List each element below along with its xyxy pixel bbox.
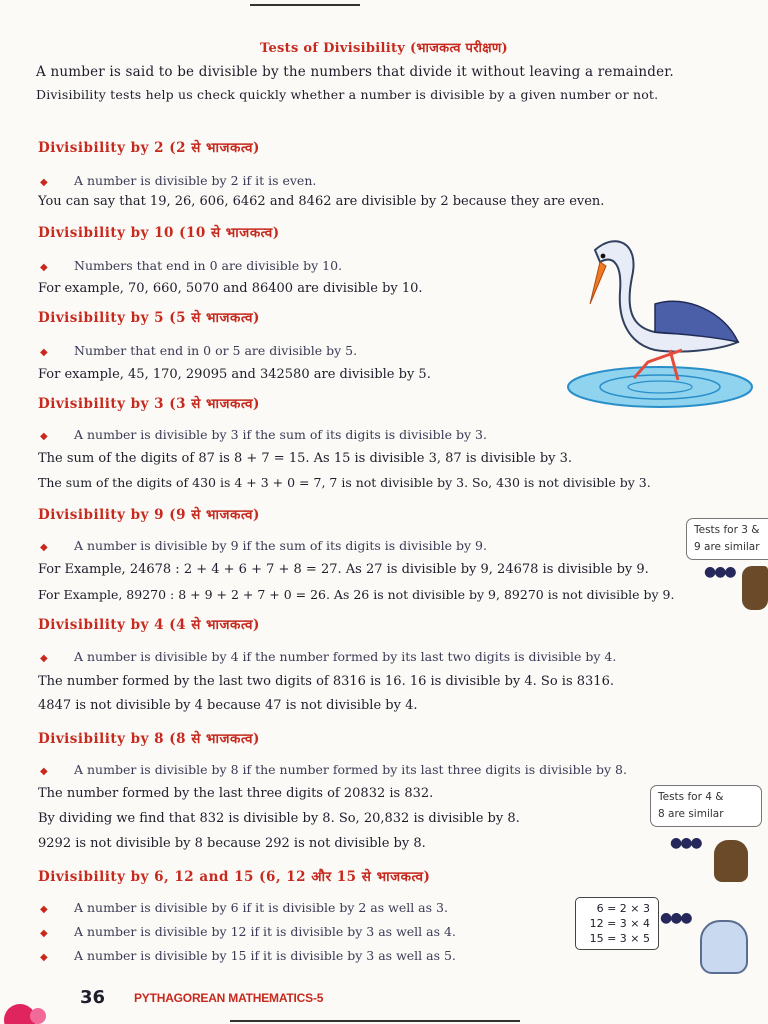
bullet-10: ◆ Numbers that end in 0 are divisible by 10. bbox=[40, 258, 343, 273]
flower-decoration-icon bbox=[0, 990, 60, 1024]
intro-line-2: Divisibility tests help us check quickly whether a number is divisible by a given number or not. bbox=[36, 87, 659, 102]
line-4-2: 4847 is not divisible by 4 because 47 is not divisible by 4. bbox=[38, 698, 418, 713]
cartoon-mascot-icon bbox=[742, 566, 768, 610]
line-4-1: The number formed by the last two digits of 8316 is 16. 16 is divisible by 4. So is 8316. bbox=[38, 674, 614, 689]
bullet-6: ◆ A number is divisible by 6 if it is divisible by 2 as well as 3. bbox=[40, 900, 448, 915]
line-8-3: 9292 is not divisible by 8 because 292 is not divisible by 8. bbox=[38, 836, 426, 851]
heading-divisibility-3: Divisibility by 3 (3 से भाजकत्व) bbox=[38, 396, 260, 412]
cartoon-mascot-icon bbox=[714, 840, 748, 882]
diamond-bullet-icon: ◆ bbox=[40, 766, 48, 777]
line-3-1: The sum of the digits of 87 is 8 + 7 = 15. As 15 is divisible 3, 87 is divisible by 3. bbox=[38, 451, 573, 466]
bullet-9: ◆ A number is divisible by 9 if the sum of its digits is divisible by 9. bbox=[40, 538, 487, 553]
heading-divisibility-4: Divisibility by 4 (4 से भाजकत्व) bbox=[38, 617, 260, 633]
thought-dots-icon: ●●● bbox=[670, 835, 701, 851]
diamond-bullet-icon: ◆ bbox=[40, 177, 48, 188]
diamond-bullet-icon: ◆ bbox=[40, 952, 48, 963]
heading-divisibility-9: Divisibility by 9 (9 से भाजकत्व) bbox=[38, 507, 260, 523]
note-tests-4-8: Tests for 4 & 8 are similar bbox=[650, 785, 762, 827]
diamond-bullet-icon: ◆ bbox=[40, 431, 48, 442]
diamond-bullet-icon: ◆ bbox=[40, 653, 48, 664]
bullet-5: ◆ Number that end in 0 or 5 are divisible by 5. bbox=[40, 343, 358, 358]
heading-divisibility-2: Divisibility by 2 (2 से भाजकत्व) bbox=[38, 140, 260, 156]
heading-divisibility-10: Divisibility by 10 (10 से भाजकत्व) bbox=[38, 225, 280, 241]
bullet-15: ◆ A number is divisible by 15 if it is divisible by 3 as well as 5. bbox=[40, 948, 456, 963]
book-title: PYTHAGOREAN MATHEMATICS-5 bbox=[134, 991, 324, 1005]
heading-divisibility-8: Divisibility by 8 (8 से भाजकत्व) bbox=[38, 731, 260, 747]
page-number: 36 bbox=[80, 987, 106, 1008]
bullet-2: ◆ A number is divisible by 2 if it is even. bbox=[40, 173, 317, 188]
bullet-8: ◆ A number is divisible by 8 if the number formed by its last three digits is divisible by 8. bbox=[40, 762, 627, 777]
page-title: Tests of Divisibility (भाजकत्व परीक्षण) bbox=[260, 41, 508, 56]
cartoon-elephant-icon bbox=[700, 920, 748, 974]
line-9-2: For Example, 89270 : 8 + 9 + 2 + 7 + 0 = 26. As 26 is not divisible by 9, 89270 is not divisible by 9. bbox=[38, 587, 675, 602]
line-3-2: The sum of the digits of 430 is 4 + 3 + 0 = 7, 7 is not divisible by 3. So, 430 is not divisible by 3. bbox=[38, 475, 651, 490]
intro-line-1: A number is said to be divisible by the numbers that divide it without leaving a remainder. bbox=[36, 64, 674, 80]
line-9-1: For Example, 24678 : 2 + 4 + 6 + 7 + 8 = 27. As 27 is divisible by 9, 24678 is divisible by 9. bbox=[38, 562, 649, 577]
heading-divisibility-6-12-15: Divisibility by 6, 12 and 15 (6, 12 और 15 से भाजकत्व) bbox=[38, 869, 431, 885]
line-10-1: For example, 70, 660, 5070 and 86400 are divisible by 10. bbox=[38, 281, 423, 296]
factor-box: 6 = 2 × 3 12 = 3 × 4 15 = 3 × 5 bbox=[575, 897, 659, 950]
thought-dots-icon: ●●● bbox=[704, 564, 735, 580]
line-8-2: By dividing we find that 832 is divisible by 8. So, 20,832 is divisible by 8. bbox=[38, 811, 520, 826]
line-2-1: You can say that 19, 26, 606, 6462 and 8462 are divisible by 2 because they are even. bbox=[38, 194, 605, 209]
bullet-4: ◆ A number is divisible by 4 if the number formed by its last two digits is divisible by 4. bbox=[40, 649, 617, 664]
diamond-bullet-icon: ◆ bbox=[40, 904, 48, 915]
bullet-12: ◆ A number is divisible by 12 if it is divisible by 3 as well as 4. bbox=[40, 924, 456, 939]
heading-divisibility-5: Divisibility by 5 (5 से भाजकत्व) bbox=[38, 310, 260, 326]
line-5-1: For example, 45, 170, 29095 and 342580 are divisible by 5. bbox=[38, 367, 431, 382]
diamond-bullet-icon: ◆ bbox=[40, 347, 48, 358]
heron-illustration bbox=[560, 232, 760, 412]
bottom-rule bbox=[230, 1020, 520, 1022]
note-tests-3-9: Tests for 3 & 9 are similar bbox=[686, 518, 768, 560]
bullet-3: ◆ A number is divisible by 3 if the sum of its digits is divisible by 3. bbox=[40, 427, 487, 442]
diamond-bullet-icon: ◆ bbox=[40, 928, 48, 939]
diamond-bullet-icon: ◆ bbox=[40, 542, 48, 553]
line-8-1: The number formed by the last three digits of 20832 is 832. bbox=[38, 786, 434, 801]
thought-dots-icon: ●●● bbox=[660, 910, 691, 926]
diamond-bullet-icon: ◆ bbox=[40, 262, 48, 273]
top-rule bbox=[250, 4, 360, 6]
